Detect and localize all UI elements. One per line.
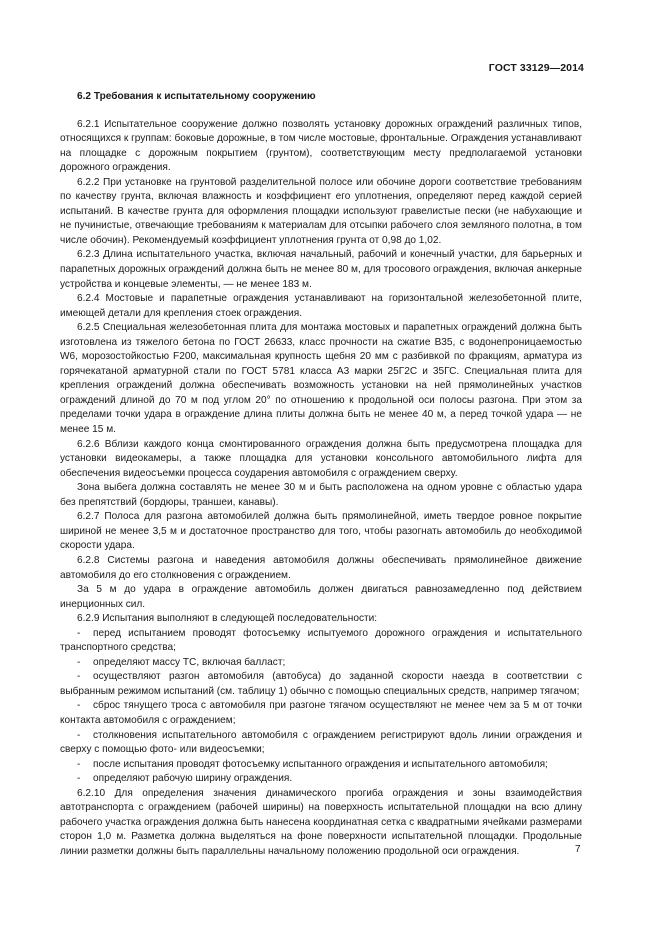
paragraph-6-2-9: 6.2.9 Испытания выполняют в следующей последовательности: <box>77 613 378 625</box>
section-title: 6.2 Требования к испытательному сооружению <box>77 91 316 102</box>
list-marker: - <box>77 627 81 639</box>
paragraph-6-2-3: 6.2.3 Длина испытательного участка, включая начальный, рабочий и конечный участки, для барьерных и парапетных дорожных ограждений должна быть не менее 80 м, для тросового ограждения, включая анкерные устройства и концевые элементы, — не менее 183 м. <box>60 249 582 290</box>
list-item-text: перед испытанием проводят фотосъемку испытуемого дорожного ограждения и испытательного транспортного средства; <box>60 627 582 654</box>
list-marker: - <box>77 729 81 741</box>
list-item <box>60 758 582 773</box>
list-marker: - <box>77 671 81 683</box>
paragraph-6-2-10: 6.2.10 Для определения значения динамического прогиба ограждения и зоны взаимодействия автотранспорта с ограждением (рабочей ширины) на поверхность испытательной площадки на всю длину рабочего участка ограждения должна быть нанесена координатная сетка с квадратными ячейками размерами сторон 1,0 м. Разметка должна выделяться на фоне поверхности испытательной площадки. Продольные линии разметки должны быть параллельны начальному положению продольной оси ограждения. <box>60 787 582 857</box>
list-marker: - <box>77 700 81 712</box>
paragraph-6-2-1: 6.2.1 Испытательное сооружение должно позволять установку дорожных ограждений различных типов, относящихся к группам: боковые дорожные, в том числе мостовые, фронтальные. Ограждения устанавливают на площадке с дорожным покрытием (грунтом), соответствующим месту предполагаемой установки дорожного ограждения. <box>60 118 583 174</box>
paragraph-deceleration: За 5 м до удара в ограждение автомобиль должен двигаться равнозамедленно под действием инерционных сил. <box>60 584 582 610</box>
list-item-text: после испытания проводят фотосъемку испытанного ограждения и испытательного автомобиля; <box>93 758 548 770</box>
list-item-text: определяют массу ТС, включая балласт; <box>93 656 286 668</box>
standard-code-header: ГОСТ 33129—2014 <box>488 62 584 74</box>
paragraph-6-2-8: 6.2.8 Системы разгона и наведения автомобиля должны обеспечивать прямолинейное движение автомобиля до его столкновения с ограждением. <box>60 554 582 581</box>
list-item <box>60 772 582 787</box>
page-number: 7 <box>575 844 581 855</box>
list-item <box>60 729 582 758</box>
list-item <box>60 656 582 671</box>
list-marker: - <box>77 758 81 770</box>
list-item-text: осуществляют разгон автомобиля (автобуса) до заданной скорости наезда в соответствии с выбранным режимом испытаний (см. таблицу 1) обычно с помощью специальных средств, например тягачом; <box>60 671 582 697</box>
paragraph-runout-zone: Зона выбега должна составлять не менее 30 м и быть расположена на одном уровне с областью удара без препятствий (бордюры, траншеи, канавы). <box>60 482 582 508</box>
paragraph-6-2-6: 6.2.6 Вблизи каждого конца смонтированного ограждения должна быть предусмотрена площадка для установки видеокамеры, а также площадка для установки консольного автомобильного лифта для обеспечения видеосъемки процесса соударения автомобиля с ограждением сверху. <box>60 438 582 479</box>
list-item <box>60 627 582 656</box>
list-marker: - <box>77 773 81 785</box>
list-item <box>60 670 582 699</box>
list-item-text: столкновения испытательного автомобиля с ограждением регистрируют вдоль линии ограждения и сверху с помощью фото- или видеосъемки; <box>60 729 582 756</box>
document-body <box>60 90 582 859</box>
paragraph-6-2-5: 6.2.5 Специальная железобетонная плита для монтажа мостовых и парапетных ограждений должна быть изготовлена из тяжелого бетона по ГОСТ 26633, класс прочности на сжатие В35, с водонепроницаемостью W6, морозостойкостью F200, максимальная крупность щебня 20 мм с разбивкой по фракциям, арматура из горячекатаной арматурной стали по ГОСТ 5781 класса А3 марки 25Г2С и 35ГС. Специальная плита для крепления ограждений должна обеспечивать возможность установки на ней прямолинейных участков ограждений длиной до 70 м под углом 20° по отношению к продольной оси полосы разгона. При этом за пределами точки удара в ограждение длина плиты должна быть не менее 40 м, а перед точкой удара — не менее 15 м. <box>60 322 582 436</box>
list-marker: - <box>77 656 81 668</box>
paragraph-6-2-2: 6.2.2 При установке на грунтовой разделительной полосе или обочине дороги соответствие требованиям по качеству грунта, включая влажность и коэффициент его уплотнения, определяют перед каждой серией испытаний. В качестве грунта для оформления площадки используют гравелистые пески (не набухающие и не пучинистые, отвечающие требованиям к материалам для отсыпки рабочего слоя земляного полотна, в том числе обочин). Рекомендуемый коэффициент уплотнения грунта от 0,98 до 1,02. <box>60 176 582 246</box>
paragraph-6-2-4: 6.2.4 Мостовые и парапетные ограждения устанавливают на горизонтальной железобетонной плите, имеющей детали для крепления стоек ограждения. <box>60 293 582 319</box>
test-sequence-list <box>60 627 582 787</box>
list-item-text: сброс тянущего троса с автомобиля при разгоне тягачом осуществляют не менее чем за 5 м от точки контакта автомобиля с ограждением; <box>60 700 582 726</box>
list-item <box>60 699 582 728</box>
list-item-text: определяют рабочую ширину ограждения. <box>93 773 293 785</box>
paragraph-6-2-7: 6.2.7 Полоса для разгона автомобилей должна быть прямолинейной, иметь твердое ровное покрытие шириной не менее 3,5 м и достаточное пространство для того, чтобы разогнать автомобиль до необходимой скорости удара. <box>60 511 582 552</box>
